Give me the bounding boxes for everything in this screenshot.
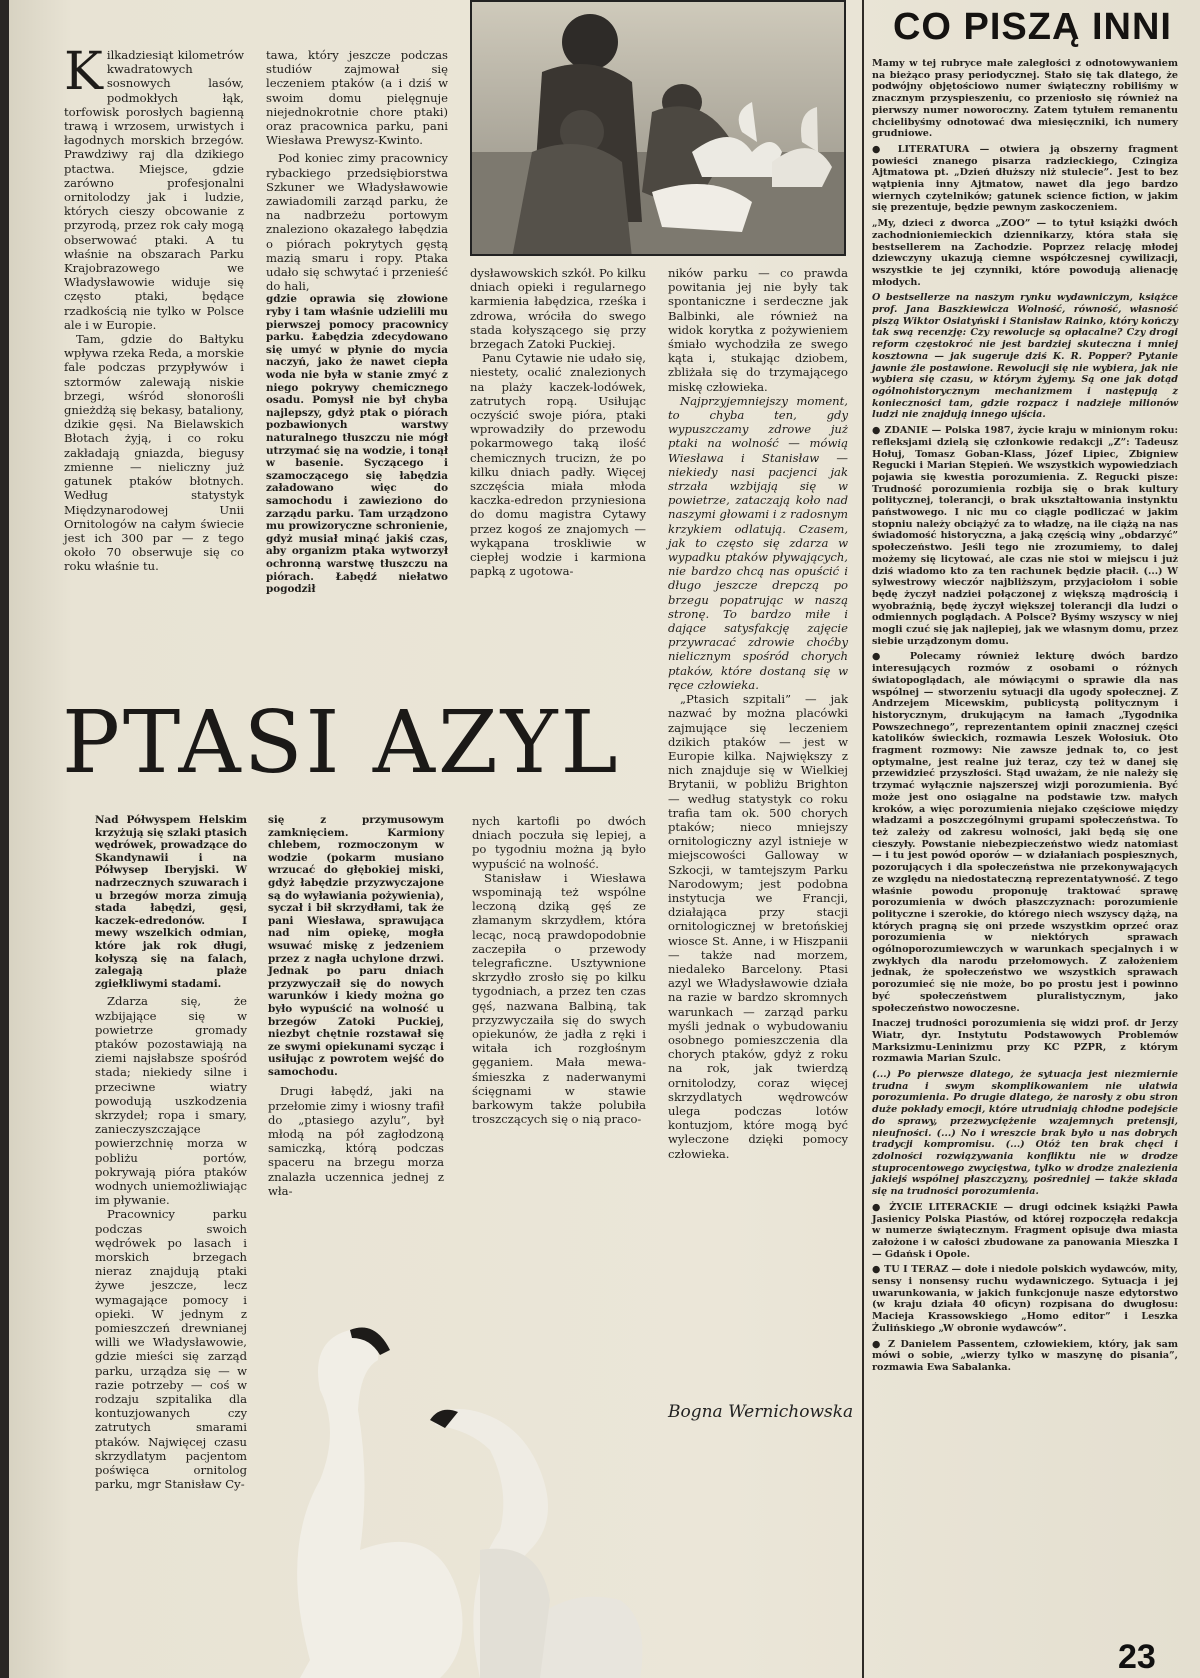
page-number: 23 — [1118, 1638, 1156, 1676]
article-column-3 — [470, 266, 646, 578]
article-paragraph: tawa, który jeszcze podczas studiów zajmował się leczeniem ptaków (a i dziś w swoim domu pielęgnuje niejednokrotnie chore ptaki) oraz pracownica parku, pani Wiesława Prewysz-Kwinto. — [266, 48, 448, 148]
press-review-column — [872, 58, 1178, 1378]
photo-feeding-swans — [470, 0, 846, 256]
article-paragraph: Pod koniec zimy pracownicy rybackiego przedsiębiorstwa Szkuner we Władysławowie zawiadomili zarząd parku, że na nadbrzeżu portowym znaleziono okazałego łabędzia o piórach pokrytych gęstą mazią smaru i ropy. Ptaka udało się schwytać i przenieść do hali, — [266, 151, 448, 294]
column-title: CO PISZĄ INNI — [892, 6, 1172, 48]
article-paragraph: ilkadziesiąt kilometrów kwadratowych sosnowych lasów, podmokłych łąk, torfowisk porosłych bagienną trawą i wrzosem, urwistych i łagodnych morskich brzegów. Prawdziwy raj dla dzikiego ptactwa. Miejsce, gdzie zarówno profesjonalni ornitolodzy jak i ludzie, których cieszy obcowanie z przyrodą, przez rok cały mogą obserwować ptaki. A tu właśnie na obszarach Parku Krajobrazowego we Władysławowie widuje się często ptaki, będące rzadkością nie tylko w Polsce ale i w Europie. — [64, 48, 244, 332]
article-paragraph: dysławowskich szkół. Po kilku dniach opieki i regularnego karmienia łabędzica, rześka i zdrowa, wróciła do swego stada kołyszącego się przy brzegach Zatoki Puckiej. — [470, 266, 646, 352]
press-item-bestseller: O bestsellerze na naszym rynku wydawniczym, książce prof. Jana Baszkiewicza Wolność, równość, własność piszą Wiktor Osiatyński i Stanisław Rainko, który kończy tak swą recenzję: Czy rewolucje są opłacalne? Czy drogi reform częstokroć nie jest bardziej skuteczna i mniej kosztowna — jak sugeruje dziś K. R. Popper? Pytanie jawnie źle postawione. Rewolucji się nie wybiera, jak nie wybiera się czasu, w którym żyjemy. Są one jak dotąd ogólnohistorycznym mechanizmem i następują z konieczności tam, gdzie rozpacz i nadzieje milionów ludzi nie znajdują innego ujścia. — [872, 292, 1178, 421]
article-paragraph: „Ptasich szpitali” — jak nazwać by można placówki zajmujące się leczeniem dzikich ptaków — jest w Europie kilka. Największy z nich znajduje się w Wielkiej Brytanii, w pobliżu Brighton — według statystyk co roku trafia tam ok. 500 chorych ptaków; nieco mniejszy ornitologiczny azyl istnieje w miejscowości Galloway w Szkocji, w tamtejszym Parku Narodowym; jest podobna instytucja we Francji, działająca przy stacji ornitologicznej w bretońskiej wiosce St. Anne, i w Hiszpanii — także nad morzem, niedaleko Barcelony. Ptasi azyl we Władysławowie działa na razie w bardzo skromnych warunkach — zarząd parku myśli jednak o wybudowaniu osobnego pomieszczenia dla chorych ptaków, gdyż z roku na rok, jak twierdzą ornitolodzy, coraz więcej skrzydlatych wędrowców ulega podczas lotów kontuzjom, które mogą być wyleczone dzięki pomocy człowieka. — [668, 692, 848, 1161]
article-paragraph: ników parku — co prawda powitania jej nie były tak spontaniczne i serdeczne jak Balbinki, ale również na widok korytka z pożywieniem śmiało wychodziła ze swego kąta i, stukając dziobem, zbliżała się do trzymającego miskę człowieka. — [668, 266, 848, 394]
press-item-passent: ● Z Danielem Passentem, człowiekiem, który, jak sam mówi o sobie, „wierzy tylko w maszynę do pisania”, rozmawia Ewa Sabalanka. — [872, 1338, 1178, 1373]
article-lead: Nad Półwyspem Helskim krzyżują się szlaki ptasich wędrówek, prowadzące do Skandynawii i na Półwysep Iberyjski. W nadrzecznych szuwarach i u brzegów morza zimują stada łabędzi, gęsi, kaczek-edredonów. I mewy wszelkich odmian, które jak rok długi, kołyszą się na falach, zalegają plaże zgiełkliwymi stadami. — [95, 814, 247, 990]
dropcap: K — [64, 42, 103, 102]
article-lower-column-1 — [95, 814, 247, 1491]
photo-swans-image — [240, 1220, 660, 1678]
article-paragraph: gdzie oprawia się złowione ryby i tam właśnie udzielili mu pierwszej pomocy pracownicy parku. Łabędzia zdecydowano się umyć w płynie do mycia naczyń, jako że nawet ciepła woda nie była w stanie zmyć z niego pokrywy chemicznego osadu. Pomysł nie był chyba najlepszy, gdyż ptak o piórach pozbawionych warstwy naturalnego tłuszczu nie mógł utrzymać się na wodzie, i tonął w basenie. Syczącego i szamoczącego się łabędzia załadowano więc do samochodu i zawieziono do zarządu parku. Tam urządzono mu prowizoryczne schronienie, gdyż musiał minąć jakiś czas, aby organizm ptaka wytworzył ochronną warstwę tłuszczu na piórach. Łabędź niełatwo pogodził — [266, 293, 448, 596]
press-item-zdanie: ● ZDANIE — Polska 1987, życie kraju w minionym roku: refleksjami dzielą się członkowie redakcji „Z”: Tadeusz Hołuj, Tomasz Goban-Klass, Józef Lipiec, Zbigniew Regucki i Marian Stępień. We wszystkich wypowiedziach pojawia się kwestia porozumienia. Z. Regucki pisze: Trudność porozumienia rozbija się o brak kultury politycznej, tolerancji, o brak ukształtowania instynktu państwowego. I nic mu co ciągle podliczać w jakim stopniu należy obciążyć za to władzę, na ile ciążą na nas świadomość historyczna, a jaką częścią winy „obdarzyć” społeczeństwo. Jeśli tego nie zrozumiemy, to dalej możemy się licytować, ale czas nie stoi w miejscu i już dziś wiadomo kto za ten rachunek będzie płacił. (...) W sylwestrowy wieczór najbliższym, przyjaciołom i sobie będę życzył nadziei połączonej z większą mądrością i wyobraźnią, będę życzył większej tolerancji dla ludzi o odmiennych poglądach. A Polsce? Byśmy wszyscy w niej mogli czuć się jak najlepiej, jak we własnym domu, przez siebie urządzonym domu. — [872, 425, 1178, 647]
press-item-zycie-literackie: ● ŻYCIE LITERACKIE — drugi odcinek książki Pawła Jasienicy Polska Piastów, od której rozpoczęła redakcja w numerze świątecznym. Fragment opisuje dwa miasta założone i w całości zbudowane za panowania Mieszka I — Gdańsk i Opole. — [872, 1201, 1178, 1260]
article-paragraph: Zdarza się, że wzbijające się w powietrze gromady ptaków pozostawiają na ziemi najsłabsze spośród stada; niekiedy silne i przeciwne wiatry powodują uszkodzenia skrzydeł; ropa i smary, zanieczyszczające powierzchnię morza w pobliżu portów, pokrywają pióra ptaków wodnych uniemożliwiając im pływanie. — [95, 994, 247, 1208]
article-paragraph: Tam, gdzie do Bałtyku wpływa rzeka Reda, a morskie fale podczas przypływów i sztormów zalewają niskie brzegi, wśród słonorośli gnieżdżą się bekasy, bataliony, dzikie gęsi. Na Bielawskich Błotach żyją, i co roku zakładają gniazda, biegusy zmienne — nieliczny już gatunek ptaków błotnych. Według statystyk Międzynarodowej Unii Ornitologów na całym świecie jest ich 300 par — z tego około 70 obserwuje się co roku właśnie tu. — [64, 332, 244, 574]
author-signature: Bogna Wernichowska — [668, 1402, 854, 1422]
photo-feeding-swans-image — [472, 2, 846, 256]
photo-swans — [240, 1220, 660, 1678]
press-item-wiatr: Inaczej trudności porozumienia się widzi prof. dr Jerzy Wiatr, dyr. Instytutu Podstawowych Problemów Marksizmu-Leninizmu przy KC PZPR, z którym rozmawia Marian Szulc. — [872, 1018, 1178, 1065]
article-paragraph: Najprzyjemniejszy moment, to chyba ten, gdy wypuszczamy zdrowe już ptaki na wolność — mówią Wiesława i Stanisław — niekiedy nasi pacjenci jak strzała wzbijają się w powietrze, zataczają koło nad naszymi głowami i z radosnym krzykiem odlatują. Czasem, jak to często się zdarza w wypadku ptaków pływających, nie bardzo chcą nas opuścić i długo jeszcze drepczą po brzegu popatrując w naszą stronę. To bardzo miłe i dające satysfakcję zajęcie przywracać zdrowie choćby nielicznym spośród chorych ptaków, które dostaną się w ręce człowieka. — [668, 393, 848, 692]
article-lower-column-2 — [268, 814, 444, 1198]
press-item-polecamy: ● Polecamy również lekturę dwóch bardzo interesujących rozmów z osobami o różnych światopoglądach, ale mówiącymi o sprawie dla nas wspólnej — stworzeniu sytuacji dla ugody społecznej. Z Andrzejem Micewskim, publicystą politycznym i historycznym, drukującym na łamach „Tygodnika Powszechnego”, reprezentantem opinii znacznej części katolików świeckich, rozmawia Leszek Wołosiuk. Oto fragment rozmowy: Nie zawsze jednak to, co jest optymalne, jest realne już teraz, czy też w danej się przewidzieć przyszłości. Stąd uważam, że nie należy się trzymać wyłącznie najszerszej wizji porozumienia. Być może jest ono osiągalne na podstawie tzw. małych kroków, a więc porozumienia niejako częściowe między władzami a poszczególnymi grupami społeczeństwa. To też zależy od zakresu wolności, jaki będą się one cieszyły. Powstanie niebezpieczeństwo wiedz natomiast — i tu jest powód oporów — w działaniach pospiesznych, pozorujących i dla społeczeństwa nie przekonywających ze względu na niedostateczną reprezentatywność. Z tego właśnie powodu proponuję traktować sprawę porozumienia w dwóch płaszczyznach: porozumienie polityczne i szerokie, do którego niech wszyscy dążą, na których pragną się oni przede wszystkim oprzeć oraz porozumienia w niektórych sprawach ogólnoporozumiewczych w warunkach specjalnych i w zwykłych dla narodu przełomowych. Z założeniem jednak, że społeczeństwo we wszystkich sprawach porozumieć się nie może, bo po prostu jest i powinno być społeczeństwem pluralistycznym, jako społeczeństwo nowoczesne. — [872, 651, 1178, 1014]
article-paragraph: Drugi łabędź, jaki na przełomie zimy i wiosny trafił do „ptasiego azylu”, był młodą na pół zagłodzoną samiczką, którą podczas spaceru na brzegu morza znalazła uczennica jednej z wła- — [268, 1084, 444, 1198]
article-column-2 — [266, 48, 448, 596]
article-paragraph: się z przymusowym zamknięciem. Karmiony chlebem, rozmoczonym w wodzie (pokarm musiano wrzucać do głębokiej miski, gdyż łabędzie przyzwyczajone są do wyławiania pożywienia), syczał i bił skrzydłami, tak że pani Wiesława, sprawująca nad nim opiekę, mogła wsuwać miskę z jedzeniem przez z nagła uchylone drzwi. Jednak po paru dniach przyzwyczaił się do nowych warunków i kiedy można go było wypuścić na wolność u brzegów Zatoki Puckiej, niezbyt chętnie rozstawał się ze swymi opiekunami sycząc i usiłując z powrotem wejść do samochodu. — [268, 814, 444, 1078]
article-column-1 — [64, 42, 244, 574]
article-paragraph: nych kartofli po dwóch dniach poczuła się lepiej, a po tygodniu można ją było wypuścić na wolność. — [472, 814, 646, 871]
column-divider — [862, 0, 864, 1678]
press-item-literatura: ● LITERATURA — otwiera ją obszerny fragment powieści znanego pisarza radzieckiego, Czingiza Ajtmatowa pt. „Dzień dłuższy niż stulecie”. Jest to bez wątpienia inny Ajtmatow, nawet dla jego bardzo wiernych czytelników; gatunek science fiction, w jakim się prezentuje, będzie pewnym zaskoczeniem. — [872, 143, 1178, 214]
article-paragraph: Panu Cytawie nie udało się, niestety, ocalić znalezionych na plaży kaczek-lodówek, zatrutych ropą. Usiłując oczyścić swoje pióra, ptaki wprowadziły do przewodu pokarmowego taką ilość chemicznych trucizn, że po kilku dniach padły. Więcej szczęścia miała młoda kaczka-edredon przyniesiona do domu magistra Cytawy przez kogoś ze znajomych — wykąpana troskliwie w ciepłej wodzie i karmiona papką z ugotowa- — [470, 351, 646, 579]
article-paragraph: Stanisław i Wiesława wspominają też wspólne leczoną dziką gęś ze złamanym skrzydłem, która lecąc, nocą prawdopodobnie zaczepiła o przewody telegraficzne. Usztywnione skrzydło zrosło się po kilku tygodniach, a przez ten czas gęś, nazwana Balbiną, tak przyzwyczaiła się do swych opiekunów, że jadła z ręki i witała ich rozgłośnym gęganiem. Mała mewa-śmieszka z naderwanymi ścięgnami w stawie barkowym także polubiła troszczących się o nią praco- — [472, 870, 646, 1127]
page-edge — [0, 0, 9, 1678]
article-column-4 — [668, 266, 848, 1161]
press-intro: Mamy w tej rubryce małe zaległości z odnotowywaniem na bieżąco prasy periodycznej. Stało się tak dlatego, że podwójny objętościowo numer świąteczny robiliśmy w znacznym przyspieszeniu, co przeniosło się również na pierwszy numer noworoczny. Zatem tytułem remanentu chcielibyśmy odnotować dwa miesięczniki, ich numery grudniowe. — [872, 58, 1178, 140]
article-headline: PTASI AZYL — [62, 693, 621, 793]
article-paragraph: Pracownicy parku podczas swoich wędrówek po lasach i morskich brzegach nieraz znajdują ptaki żywe jeszcze, lecz wymagające pomocy i opieki. W jednym z pomieszczeń drewnianej willi we Władysławowie, gdzie mieści się zarząd parku, urządza się — w razie potrzeby — coś w rodzaju szpitalika dla kontuzjowanych czy zatrutych smarami ptaków. Najwięcej czasu skrzydlatym pacjentom poświęca ornitolog parku, mgr Stanisław Cy- — [95, 1207, 247, 1492]
article-lower-column-3 — [472, 814, 646, 1126]
press-item-my-dzieci: „My, dzieci z dworca „ZOO” — to tytuł książki dwóch zachodnioniemieckich dziennikarzy, która stała się bestsellerem na Zachodzie. Poprzez relację młodej dziewczyny ukazują ciemne współczesnej cywilizacji, wszystkie te jej czynniki, które powodują alienację młodych. — [872, 218, 1178, 288]
press-item-tu-i-teraz: ● TU I TERAZ — dołe i niedole polskich wydawców, mity, sensy i nonsensy ruchu wydawniczego. Sytuacja i jej uwarunkowania, w jakich funkcjonuje nasze edytorstwo (w kraju działa 40 oficyn) rozpisana do dwugłosu: Macieja Krassowskiego „Homo editor” i Leszka Żulińskiego „W obronie wydawców”. — [872, 1264, 1178, 1334]
press-item-wiatr-quote: (...) Po pierwsze dlatego, że sytuacja jest niezmiernie trudna i swym skomplikowaniem nie ułatwia porozumienia. Po drugie dlatego, że narosły z obu stron duże pokłady emocji, które utrudniają chłodne podejście do sprawy, przezwyciężenie wzajemnych pretensji, nieufności. (...) No i wreszcie brak było u nas dobrych tradycji kompromisu. (...) Otóż ten brak chęci i zdolności rozwiązywania konfliktu nie w drodze stuprocentowego zwycięstwa, tylko w drodze znalezienia jakiejś wspólnej płaszczyzny, pośredniej — także składa się na trudności porozumienia. — [872, 1069, 1178, 1198]
